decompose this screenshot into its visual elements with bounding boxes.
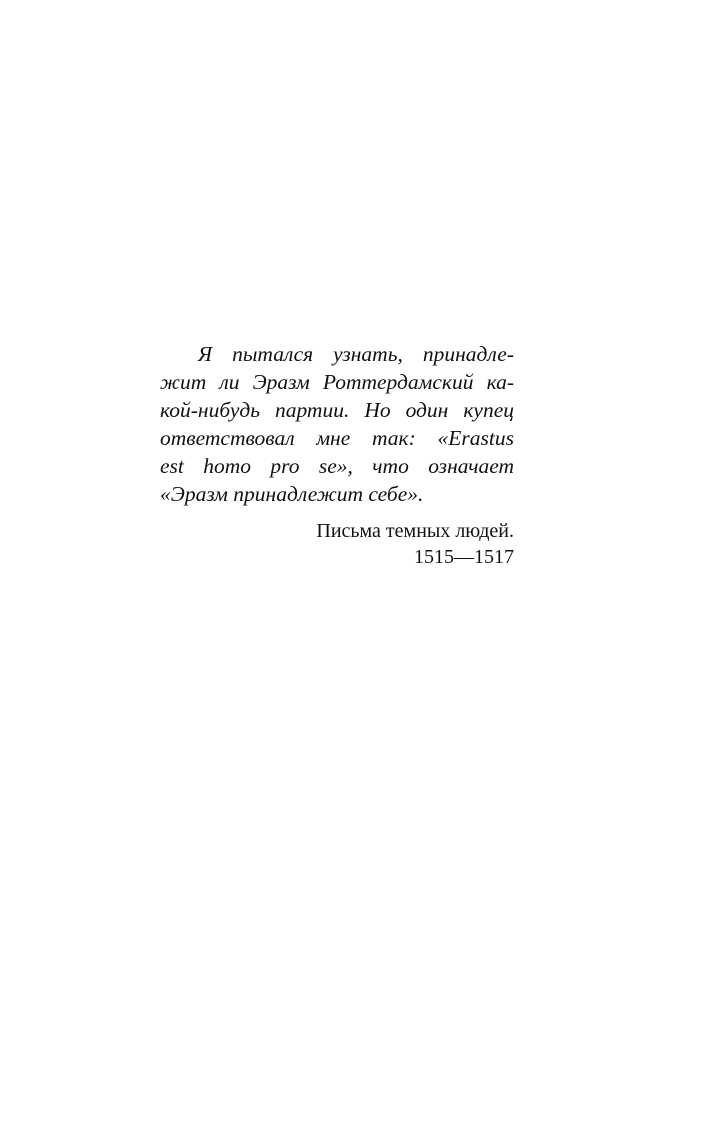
quote-word: «Эразм принадлежит себе». <box>160 482 424 506</box>
quote-line-6 <box>160 480 514 508</box>
quote-word: кой-нибудь <box>160 398 260 422</box>
quote-line-4 <box>160 424 514 452</box>
quote-word: homo <box>203 454 252 478</box>
quote-word: мне <box>316 426 351 450</box>
quote-word: «Erastus <box>437 426 514 450</box>
quote-word: Роттердамский <box>322 370 474 394</box>
quote-word: Я <box>198 342 213 366</box>
quote-word: партии. <box>274 398 350 422</box>
quote-word: se», <box>318 454 353 478</box>
quote-word: Эразм <box>252 370 310 394</box>
epigraph-source <box>160 518 514 570</box>
quote-word: пытался <box>232 342 314 366</box>
epigraph <box>160 340 514 570</box>
source-years: 1515—1517 <box>414 546 514 568</box>
epigraph-quote <box>160 340 514 508</box>
quote-word: Но <box>364 398 391 422</box>
quote-word: ка- <box>486 370 514 394</box>
quote-line-3 <box>160 396 514 424</box>
quote-word: один <box>405 398 449 422</box>
source-title: Письма темных людей. <box>316 520 514 542</box>
quote-line-1 <box>160 340 514 368</box>
quote-word: ли <box>219 370 240 394</box>
quote-word: так: <box>372 426 416 450</box>
quote-word: ответствовал <box>160 426 295 450</box>
quote-word: означает <box>428 454 514 478</box>
quote-word: жит <box>160 370 207 394</box>
quote-line-2 <box>160 368 514 396</box>
quote-word: pro <box>270 454 300 478</box>
quote-word: купец <box>463 398 514 422</box>
quote-line-5 <box>160 452 514 480</box>
quote-word: что <box>372 454 409 478</box>
quote-word: узнать, <box>333 342 403 366</box>
quote-word: est <box>160 454 184 478</box>
quote-word: принадле- <box>422 342 514 366</box>
